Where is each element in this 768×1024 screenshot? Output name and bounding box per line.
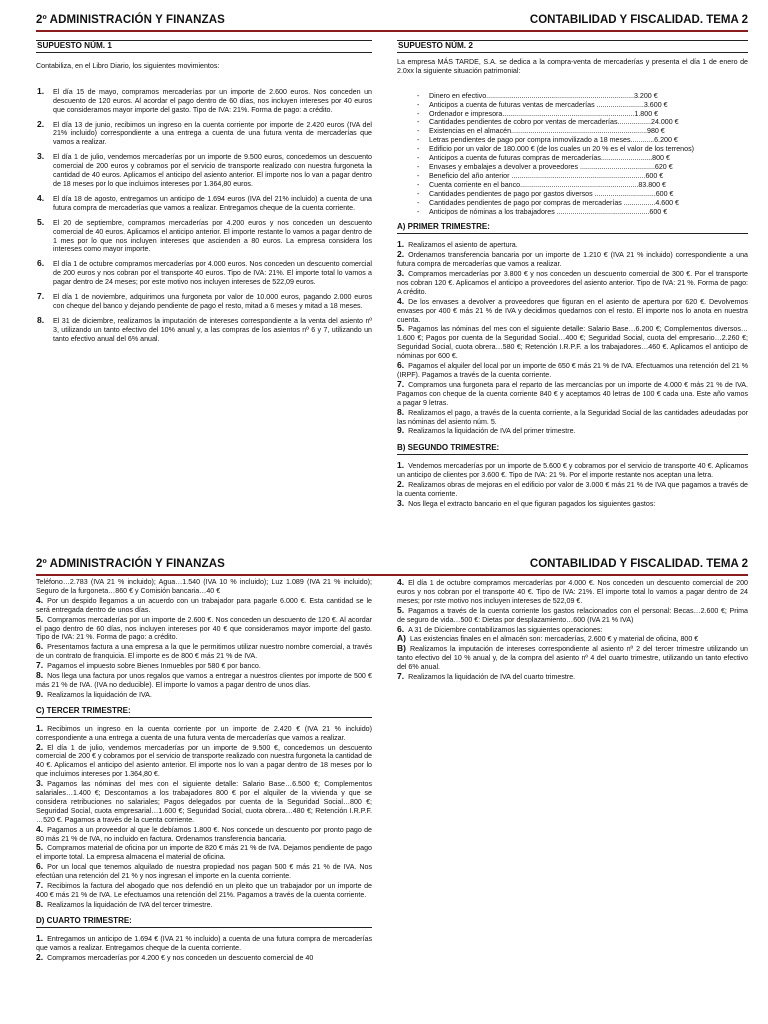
- item-number: 6.: [36, 861, 44, 872]
- item-text: El día 1 de julio, vendemos mercaderías por un importe de 9.500 euros, concedemos un descuento comercial de 200 euros y cobramos por el servicio de transporte realizado con nuestra furgoneta la cantidad de 40 euros. Aplicamos el anticipo del asiento anterior. El importe nos lo van a pagar dentro de 18 meses por lo que incluimos intereses por 1.364,80 euros.: [53, 153, 372, 188]
- supuesto-2-title: SUPUESTO NÚM. 2: [397, 40, 748, 53]
- section-primer-trimestre: A) PRIMER TRIMESTRE:: [397, 222, 748, 234]
- bottom-right-column: [397, 578, 748, 682]
- list-item: [397, 426, 748, 436]
- list-item: [36, 661, 372, 671]
- list-item: [397, 499, 748, 509]
- balance-item: - Existencias en el almacén.....................................................................980 €: [417, 127, 748, 136]
- list-item: [36, 843, 372, 862]
- cuarto-trimestre-list: [36, 934, 372, 963]
- balance-item: - Anticipos a cuenta de futuras compras de mercaderías..........................800 €: [417, 154, 748, 163]
- item-text: Realizamos la imputación de intereses correspondiente al asiento nº 2 del tercer trimestre utilizando un tanto efectivo del 10 % anual y, de la compra del asiento nº 4 del cuarto trimestre, utilizando un tanto efectivo del 6% anual.: [397, 645, 748, 672]
- item-number: 1.: [397, 239, 405, 250]
- item-number: 5.: [397, 604, 405, 615]
- list-item: [36, 216, 372, 255]
- tercer-trimestre-list: [36, 724, 372, 910]
- list-item: [36, 615, 372, 643]
- page-header-2: [36, 558, 748, 574]
- item-text: Recibimos la factura del abogado que nos defendió en un pleito que un trabajador por un importe de 400 € más 21 % de IVA. Le efectuamos una retención del 21%. Pagamos a través de la cuenta corriente.: [36, 882, 372, 899]
- item-number: 4.: [36, 594, 44, 605]
- item-number: 6.: [36, 641, 44, 652]
- item-text: Compramos mercaderías por un importe de 2.600 €. Nos conceden un descuento de 120 €. Al acordar el pago dentro de 60 días, nos incluyen intereses por 40 € que consideramos mayor importe del gasto. Tipo de IVA: 21 %. Forma de pago: a crédito.: [36, 615, 372, 642]
- item-number: 5.: [37, 216, 45, 227]
- header-rule-2: [36, 574, 748, 576]
- list-item: [36, 314, 372, 344]
- balance-item: - Dinero en efectivo...........................................................................3.200 €: [417, 92, 748, 101]
- item-text: Pagamos a través de la cuenta corriente los gastos relacionados con el personal: Becas…2.600 €; Prima de seguro de vida…500 €: Dietas por desplazamiento…600 (IVA 21 % IVA): [397, 606, 748, 624]
- item-text: Nos llega el extracto bancario en el que figuran pagados los siguientes gastos:: [408, 499, 656, 508]
- segundo-trimestre-cont-list: [36, 596, 372, 700]
- balance-item: - Ordenador e impresora...................................................................1.800 €: [417, 110, 748, 119]
- item-text: A 31 de Diciembre contabilizamos las siguientes operaciones:: [408, 625, 603, 634]
- header-subject-2: CONTABILIDAD Y FISCALIDAD. TEMA 2: [529, 558, 748, 570]
- item-text: Entregamos un anticipo de 1.694 € (IVA 21 % incluido) a cuenta de una futura compra de mercaderías que vamos a realizar. Entregamos cheque de la cuenta corriente.: [36, 934, 372, 952]
- item-text: El día 15 de mayo, compramos mercaderías por un importe de 2.600 euros. Nos conceden un descuento de 120 euros. Al acordar el pago dentro de 60 días, nos incluyen intereses por 40 euros que consideramos mayor importe del gasto. Tipo de IVA: 21%. Forma de pago: a crédito.: [53, 87, 372, 114]
- item-text: El día 1 de octubre compramos mercaderías por 4.000 €. Nos conceden un descuento comercial de 200 euros y nos cobran por el transporte 40 €. Tipo de IVA: 21%. El importe total lo vamos a pagar dentro de 24 meses; por rste motivo nos incluyen intereses de 522,09 €.: [397, 579, 748, 605]
- item-text: El día 13 de junio, recibimos un ingreso en la cuenta corriente por importe de 2.420 euros (IVA del 21% incluido) correspondiente a una entrega a cuenta de una futura venta de mercaderías que vamos a realizar.: [53, 120, 372, 147]
- list-item: [36, 118, 372, 148]
- item-text: Presentamos factura a una empresa a la que le permitimos utilizar nuestro nombre comercial, a través de un contrato de franquicia. El importe es de 800 € más 21 % de IVA.: [36, 643, 372, 661]
- list-item: [36, 862, 372, 881]
- balance-item: - Letras pendientes de pago por compra inmovilizado a 18 meses............6.200 €: [417, 136, 748, 145]
- item-number: 4.: [397, 295, 405, 306]
- item-number: 7.: [397, 671, 405, 682]
- list-item: [36, 260, 372, 287]
- item-text: Recibimos un ingreso en la cuenta corriente por un importe de 2.420 € (IVA 21 % incluido) correspondiente a una entrega a cuenta de una futura venta de mercaderías que vamos a realizar.: [36, 724, 372, 742]
- supuesto-1-list: [36, 85, 372, 344]
- list-item: [397, 480, 748, 499]
- section-tercer-trimestre: C) TERCER TRIMESTRE:: [36, 706, 372, 718]
- list-item: [36, 779, 372, 825]
- item-text: Por un despido llegamos a un acuerdo con un trabajador para pagarle 6.000 €. Esta cantidad se le será entregada dentro de unos días.: [36, 596, 372, 614]
- item-number: B): [397, 643, 406, 654]
- section-cuarto-trimestre: D) CUARTO TRIMESTRE:: [36, 916, 372, 928]
- list-item: [36, 690, 372, 700]
- balance-item: - Envases y embalajes a devolver a proveedores ......................................620 €: [417, 163, 748, 172]
- item-number: 8.: [37, 314, 45, 325]
- item-number: 7.: [36, 660, 44, 671]
- balance-item: - Cuenta corriente en el banco............................................................83.800 €: [417, 181, 748, 190]
- item-text: Realizamos la liquidación de IVA del tercer trimestre.: [47, 900, 213, 909]
- item-text: Realizamos la liquidación de IVA del primer trimestre.: [408, 427, 576, 436]
- list-item: [397, 634, 748, 644]
- item-number: 6.: [397, 623, 405, 634]
- item-number: 4.: [36, 823, 44, 834]
- item-text: Las existencias finales en el almacén son: mercaderías, 2.600 € y material de oficina, 800 €: [409, 635, 699, 644]
- item-number: 2.: [36, 741, 44, 752]
- supuesto-1-intro: Contabiliza, en el Libro Diario, los siguientes movimientos:: [36, 61, 220, 70]
- list-item: [397, 250, 748, 269]
- item-number: 2.: [397, 249, 405, 260]
- list-item: [36, 671, 372, 690]
- balance-item: - Edificio por un valor de 180.000 € (de los cuales un 20 % es el valor de los terrenos): [417, 145, 748, 154]
- item-text: Compramos mercaderías por 4.200 € y nos conceden un descuento comercial de 40: [47, 953, 314, 962]
- list-item: [36, 953, 372, 963]
- item-number: 3.: [397, 497, 405, 508]
- balance-item: - Cantidades pendientes de cobro por ventas de mercaderías.................24.000 €: [417, 118, 748, 127]
- item-number: 3.: [37, 151, 45, 162]
- list-item: [397, 297, 748, 325]
- list-item: [36, 642, 372, 661]
- list-item: [397, 672, 748, 682]
- balance-item: - Cantidades pendientes de pago por compras de mercaderías ................4.600 €: [417, 199, 748, 208]
- item-number: 2.: [36, 951, 44, 962]
- item-text: El día 18 de agosto, entregamos un anticipo de 1.694 euros (IVA del 21% incluido) a cuenta de una futura compra de mercaderías que vamos a realizar. Entregamos cheque de la cuenta corriente.: [53, 194, 372, 212]
- item-text: Realizamos la liquidación de IVA del cuarto trimestre.: [408, 673, 576, 682]
- list-item: [36, 934, 372, 953]
- item-text: El 20 de septiembre, compramos mercaderías por 4.200 euros y nos conceden un descuento comercial de 40 euros. Aplicamos el anticipo anterior. El importe restante lo vamos a pagar dentro de 1 mes por lo que nos incluyen intereses que ascienden a 80 euros. La empresa considera los intereses como mayor importe.: [53, 218, 372, 254]
- item-text: El día 1 de noviembre, adquirimos una furgoneta por valor de 10.000 euros, pagando 2.000 euros con cheque del banco y dejando pendiente de pago el resto, mitad a 6 meses y mitad a 18 meses.: [53, 293, 372, 310]
- balance-item: - Anticipos de nóminas a los trabajadores ...............................................600 €: [417, 208, 748, 217]
- item-number: 7.: [37, 291, 45, 302]
- list-item: [36, 900, 372, 910]
- list-item: [36, 192, 372, 213]
- item-number: 3.: [397, 268, 405, 279]
- item-number: 2.: [37, 118, 45, 129]
- balance-item: - Anticipos a cuenta de futuras ventas de mercaderías ........................3.600 €: [417, 101, 748, 110]
- item-number: 6.: [397, 360, 405, 371]
- item-number: 8.: [36, 898, 44, 909]
- item-text: Compramos mercaderías por 3.800 € y nos conceden un descuento comercial de 300 €. Por el transporte nos cobran 120 €. Aplicamos el anticipo a proveedores del asiento anterior. Tipo de IVA: 21 %. Forma de pago: A crédito.: [397, 270, 748, 296]
- supuesto-1: [36, 40, 372, 350]
- supuesto-1-title: SUPUESTO NÚM. 1: [36, 40, 372, 53]
- list-item: [36, 881, 372, 900]
- item-number: 5.: [36, 842, 44, 853]
- header-course: 2º ADMINISTRACIÓN Y FINANZAS: [36, 14, 225, 26]
- item-text: Realizamos el asiento de apertura.: [408, 241, 518, 250]
- page-bottom: [0, 552, 768, 1024]
- list-item: [36, 743, 372, 780]
- section-segundo-trimestre: B) SEGUNDO TRIMESTRE:: [397, 443, 748, 455]
- bottom-left-column: [36, 578, 372, 962]
- item-number: 9.: [397, 425, 405, 436]
- item-text: El 31 de diciembre, realizamos la imputación de intereses correspondiente a la venta del asiento nº 3, utilizando un tanto efectivo del 10% anual y, a las compras de los asientos nº 6 y 7, utilizando un tanto efectivo anual del 6% anual.: [53, 316, 372, 343]
- item-text: Pagamos el alquiler del local por un importe de 650 € más 21 % de IVA. Efectuamos una retención del 21 % (IRPF). Pagamos a través de la cuenta corriente.: [397, 362, 748, 379]
- item-number: 7.: [397, 378, 405, 389]
- item-number: A): [397, 633, 406, 644]
- expenses-lead: Teléfono…2.783 (IVA 21 % incluido); Agua…1.540 (IVA 10 % incluido); Luz 1.089 (IVA 21 % incluido); Seguro de la furgoneta…860 € y Comisión bancaria…40 €: [36, 578, 372, 595]
- item-number: 1.: [36, 932, 44, 943]
- item-number: 3.: [36, 778, 44, 789]
- item-text: Ordenamos transferencia bancaria por un importe de 1.210 € (IVA 21 % incluido) correspondiente a una futura compra de mercaderías que vamos a realizar.: [397, 251, 748, 269]
- balance-item: - Beneficio del año anterior ....................................................................600 €: [417, 172, 748, 181]
- list-item: [36, 85, 372, 115]
- item-number: 1.: [36, 722, 44, 733]
- item-text: Pagamos el impuesto sobre Bienes Inmuebles por 580 € por banco.: [47, 662, 261, 671]
- item-text: Nos llega una factura por unos regalos que vamos a entregar a nuestros clientes por importe de 500 € más 21 % de IVA. (IVA no deducible). El importe lo vamos a pagar dentro de unos días.: [36, 672, 372, 689]
- item-text: Pagamos a un proveedor al que le debíamos 1.800 €. Nos concede un descuento por pronto pago de 80 más 21 % de IVA, no incluido en factura. Ordenamos transferencia bancaria.: [36, 825, 372, 843]
- list-item: [36, 596, 372, 615]
- item-text: Compramos una furgoneta para el reparto de las mercancías por un importe de 4.000 € más 21 % de IVA. Pagamos con cheque de la cuenta corriente 840 € y aceptamos 40 letras de 100 € cada una. Este año vamos a pagar 9 letras.: [397, 380, 748, 407]
- item-text: Realizamos la liquidación de IVA.: [47, 690, 152, 699]
- item-number: 1.: [37, 85, 45, 96]
- item-text: Pagamos las nóminas del mes con el siguiente detalle: Salario Base…6.200 €; Complementos diversos…1.600 €; Pagos por cuenta de la Seguridad Social…400 €; Seguridad Social, cuota del empresario…2.260 €; Seguridad Social, cuota obrera…580 €; Retención I.R.P.F. a los trabajadores…460 €. Aplicamos el anticipo de nóminas por 600 €.: [397, 325, 748, 361]
- list-item: [36, 825, 372, 844]
- header-course-2: 2º ADMINISTRACIÓN Y FINANZAS: [36, 558, 225, 570]
- item-text: Vendemos mercaderías por un importe de 5.600 € y cobramos por el servicio de transporte 40 €. Aplicamos un anticipo de clientes por 3.600 €. Tipo de IVA: 21 %. Por el importe restante nos aceptan una letra.: [397, 462, 748, 480]
- list-item: [397, 606, 748, 625]
- item-number: 5.: [36, 613, 44, 624]
- item-text: Pagamos las nóminas del mes con el siguiente detalle: Salario Base…6.500 €; Complementos salariales…1.400 €; Descontamos a los trabajadores 800 € por el alquiler de la vivienda y que se considera retribuciones no salariales; Pagos delegados por cuenta de la Seguridad Social…800 €; Seguridad Social, cuota empresarial…1.600 €; Seguridad Social, cuota obrera…480 €; Retención I.R.P.F. …520 €. Pagamos a través de la cuenta corriente.: [36, 780, 372, 824]
- header-rule: [36, 30, 748, 32]
- list-item: [36, 293, 372, 311]
- primer-trimestre-list: [397, 240, 748, 436]
- item-number: 5.: [397, 323, 405, 334]
- item-text: Realizamos el pago, a través de la cuenta corriente, a la Seguridad Social de las cantidades adeudadas por las nóminas del asiento núm. 5.: [397, 408, 748, 426]
- balance-list: [397, 92, 748, 217]
- item-text: El día 1 de julio, vendemos mercaderías por un importe de 9.500 €, concedemos un descuento comercial de 200 € y cobramos por el servicio de transporte realizado con nuestra furgoneta la cantidad de 40 €. Aplicamos el anticipo del asiento anterior. El importe nos lo van a pagar dentro de 18 meses por lo que incluimos intereses por 1.364,80 €.: [36, 743, 372, 779]
- list-item: [397, 644, 748, 672]
- list-item: [397, 361, 748, 380]
- item-number: 2.: [397, 479, 405, 490]
- item-number: 4.: [37, 192, 45, 203]
- list-item: [36, 724, 372, 743]
- list-item: [397, 240, 748, 250]
- list-item: [397, 269, 748, 297]
- page-header: [36, 14, 748, 30]
- supuesto-2-intro: La empresa MÁS TARDE, S.A. se dedica a la compra-venta de mercaderías y presenta el día 1 de enero de 2.0xx la siguiente situación patrimonial:: [397, 57, 748, 75]
- list-item: [397, 408, 748, 427]
- item-number: 6.: [37, 258, 45, 269]
- item-number: 8.: [397, 406, 405, 417]
- supuesto-2: [397, 40, 748, 509]
- item-text: Por un local que tenemos alquilado de nuestra propiedad nos pagan 500 € más 21 % de IVA. Nos efectúan una retención del 21 % y nos ingresan el importe en la cuenta corriente.: [36, 863, 372, 881]
- item-number: 9.: [36, 688, 44, 699]
- cuarto-trimestre-cont-list: [397, 578, 748, 682]
- item-text: El día 1 de octubre compramos mercaderías por 4.000 euros. Nos conceden un descuento comercial de 200 euros y nos cobran por el transporte 40 euros. Tipo de IVA: 21%. El importe total lo vamos a pagar dentro de 24 meses; por este motivo nos incluyen intereses de 522,09 euros.: [53, 260, 372, 287]
- segundo-trimestre-list: [397, 461, 748, 509]
- list-item: [36, 153, 372, 189]
- list-item: [397, 578, 748, 606]
- item-text: Compramos material de oficina por un importe de 820 € más 21 % de IVA. Dejamos pendiente de pago el importe total. La empresa almacena el material de oficina.: [36, 844, 372, 862]
- item-number: 4.: [397, 577, 405, 587]
- list-item: [397, 324, 748, 361]
- balance-item: - Cantidades pendientes de pago por gastos diversos ...............................600 €: [417, 190, 748, 199]
- list-item: [397, 625, 748, 635]
- item-number: 1.: [397, 460, 405, 471]
- list-item: [397, 461, 748, 480]
- header-subject: CONTABILIDAD Y FISCALIDAD. TEMA 2: [529, 14, 748, 26]
- list-item: [397, 380, 748, 408]
- item-text: De los envases a devolver a proveedores que figuran en el asiento de apertura por 620 €. Devolvemos envases por 400 € más 21 % de IVA y decidimos quedarnos con el resto. El importe nos lo anota en nuestra cuenta.: [397, 297, 748, 324]
- item-text: Realizamos obras de mejoras en el edificio por valor de 3.000 € más 21 % de IVA que pagamos a través de la cuenta corriente.: [397, 481, 748, 498]
- item-number: 7.: [36, 880, 44, 891]
- item-number: 8.: [36, 670, 44, 681]
